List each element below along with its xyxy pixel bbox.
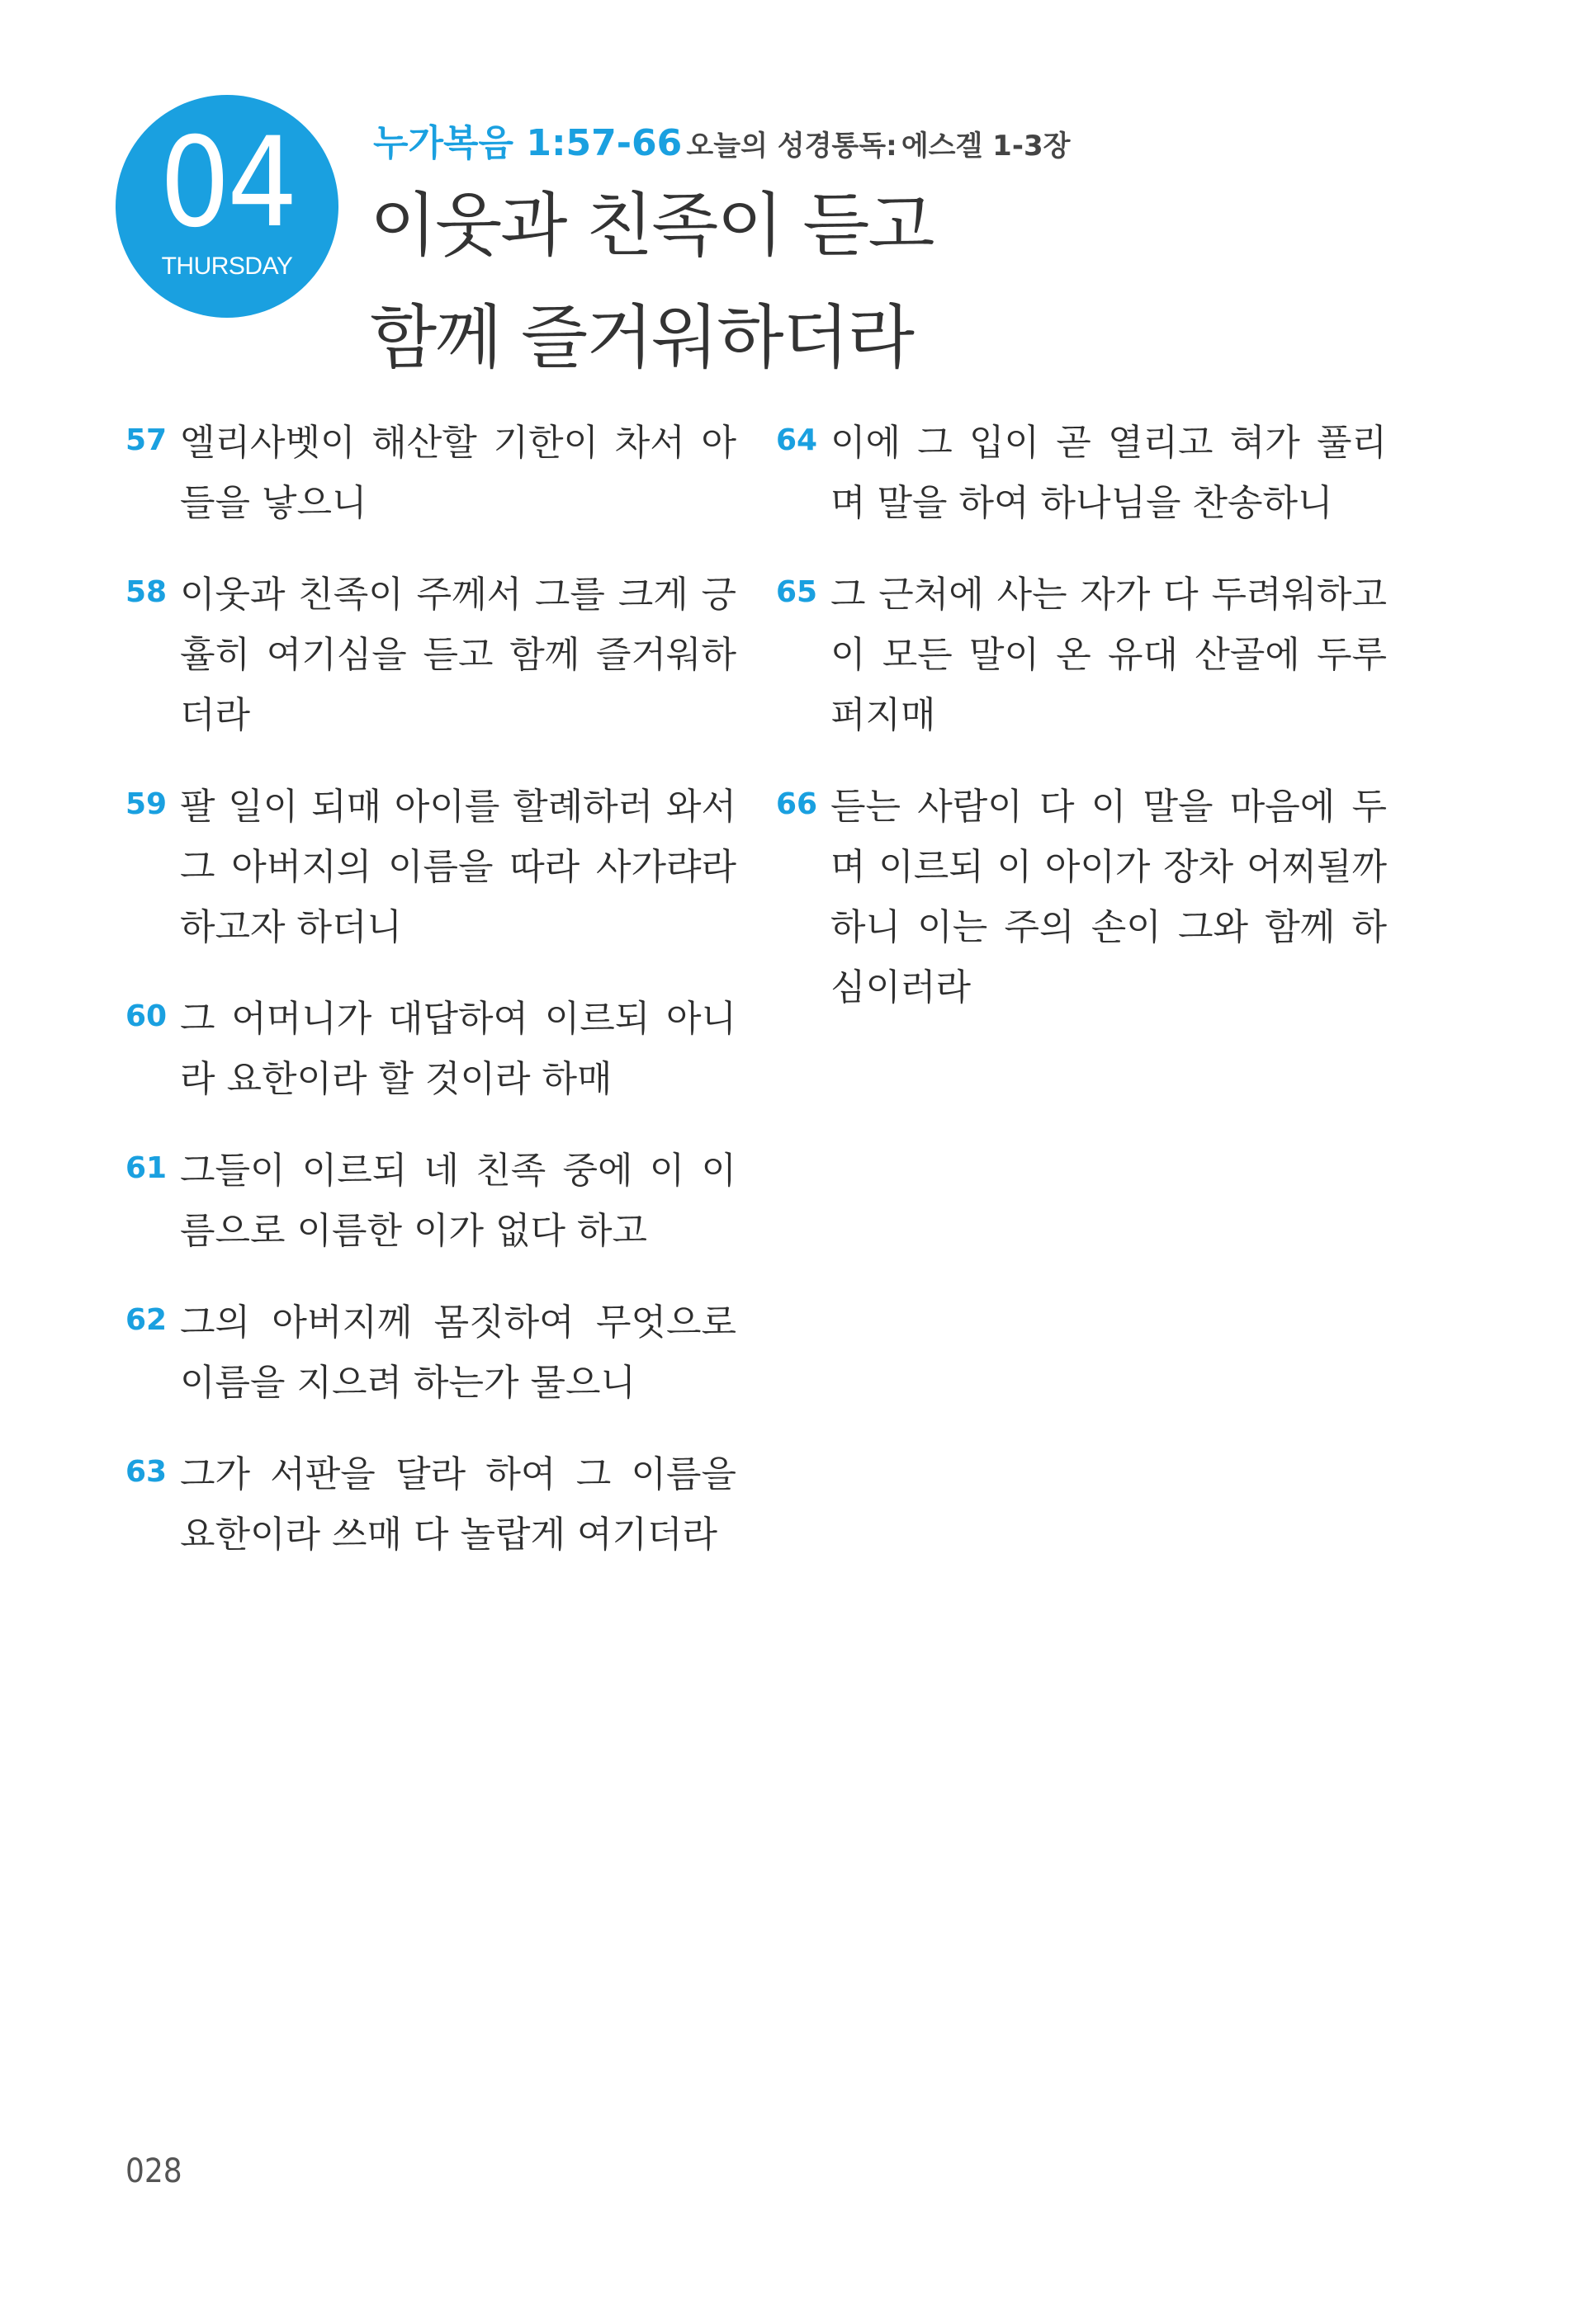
verse-63 bbox=[125, 1444, 736, 1565]
verse-57 bbox=[125, 413, 736, 533]
verse-text: 그들이 이르되 네 친족 중에 이 이름으로 이름한 이가 없다 하고 bbox=[180, 1150, 736, 1252]
day-badge bbox=[116, 95, 338, 318]
reading-plan-text: 에스겔 1-3장 bbox=[901, 130, 1071, 163]
verses-column-left bbox=[125, 413, 736, 1596]
verse-64 bbox=[776, 413, 1387, 533]
verse-text: 그의 아버지께 몸짓하여 무엇으로 이름을 지으려 하는가 물으니 bbox=[180, 1301, 736, 1404]
verse-number: 61 bbox=[125, 1151, 168, 1185]
verse-number: 65 bbox=[776, 575, 818, 609]
verse-number: 59 bbox=[125, 787, 168, 821]
verse-text: 그가 서판을 달라 하여 그 이름을 요한이라 쓰매 다 놀랍게 여기더라 bbox=[180, 1453, 736, 1556]
verse-number: 58 bbox=[125, 575, 168, 609]
verse-61 bbox=[125, 1141, 736, 1261]
verse-text: 엘리사벳이 해산할 기한이 차서 아들을 낳으니 bbox=[180, 422, 736, 524]
page-number: 028 bbox=[125, 2152, 182, 2190]
verse-59 bbox=[125, 777, 736, 957]
verse-number: 63 bbox=[125, 1455, 168, 1489]
title-line: 이웃과 친족이 듣고 bbox=[370, 185, 934, 266]
verse-number: 60 bbox=[125, 999, 168, 1033]
title-line: 함께 즐거워하더라 bbox=[370, 297, 913, 378]
verse-number: 66 bbox=[776, 787, 818, 821]
verse-65 bbox=[776, 564, 1387, 745]
verse-58 bbox=[125, 564, 736, 745]
verse-text: 그 근처에 사는 자가 다 두려워하고 이 모든 말이 온 유대 산골에 두루 퍼지매 bbox=[830, 574, 1387, 736]
verse-number: 57 bbox=[125, 423, 168, 457]
reading-plan-label: 오늘의 성경통독: bbox=[686, 130, 897, 163]
verse-60 bbox=[125, 989, 736, 1109]
verse-number: 64 bbox=[776, 423, 818, 457]
verse-66 bbox=[776, 777, 1387, 1018]
reading-header bbox=[373, 122, 1070, 172]
verse-text: 이에 그 입이 곧 열리고 혀가 풀리며 말을 하여 하나님을 찬송하니 bbox=[830, 422, 1387, 524]
verses-column-right bbox=[776, 413, 1387, 1049]
verse-62 bbox=[125, 1292, 736, 1413]
verse-text: 팔 일이 되매 아이를 할례하러 와서 그 아버지의 이름을 따라 사가랴라 하고자 하더니 bbox=[180, 786, 736, 948]
verse-number: 62 bbox=[125, 1303, 168, 1337]
verse-text: 이웃과 친족이 주께서 그를 크게 긍휼히 여기심을 듣고 함께 즐거워하더라 bbox=[180, 574, 736, 736]
day-number: 04 bbox=[159, 111, 295, 255]
scripture-reference: 누가복음 1:57-66 bbox=[373, 122, 683, 164]
page-title bbox=[370, 169, 934, 394]
day-name: THURSDAY bbox=[161, 253, 293, 280]
verse-text: 듣는 사람이 다 이 말을 마음에 두며 이르되 이 아이가 장차 어찌될까 하니 이는 주의 손이 그와 함께 하심이러라 bbox=[830, 786, 1387, 1008]
verse-text: 그 어머니가 대답하여 이르되 아니라 요한이라 할 것이라 하매 bbox=[180, 998, 736, 1100]
